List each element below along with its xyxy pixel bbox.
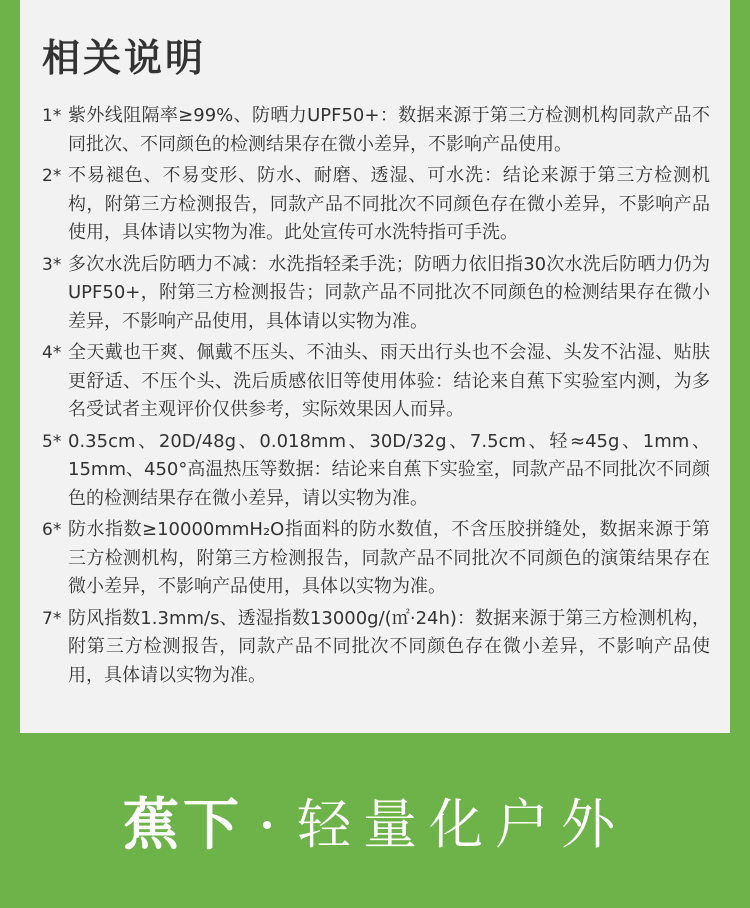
notes-list: [42, 102, 710, 693]
note-item: [42, 516, 710, 602]
note-text: 不易褪色、不易变形、防水、耐磨、透湿、可水洗：结论来源于第三方检测机构，附第三方检测报告，同款产品不同批次不同颜色存在微小差异，不影响产品使用，具体请以实物为准。此处宣传可水洗特指可手洗。: [68, 165, 710, 243]
note-number: 2*: [42, 166, 62, 186]
note-text: 0.35cm、20D/48g、0.018mm、30D/32g、7.5cm、轻≈45g、1mm、15mm、450°高温热压等数据：结论来自蕉下实验室，同款产品不同批次不同颜色的检测结果存在微小差异，请以实物为准。: [68, 430, 710, 509]
note-text: 多次水洗后防晒力不减：水洗指轻柔手洗；防晒力依旧指30次水洗后防晒力仍为UPF50+，附第三方检测报告；同款产品不同批次不同颜色的检测结果存在微小差异，不影响产品使用，具体请以实物为准。: [68, 253, 710, 332]
note-number: 7*: [42, 608, 62, 629]
note-item: [42, 428, 710, 514]
note-text: 防风指数1.3mm/s、透湿指数13000g/(㎡·24h)：数据来源于第三方检测机构，附第三方检测报告，同款产品不同批次不同颜色存在微小差异，不影响产品使用，具体请以实物为准。: [68, 607, 710, 686]
note-text: 全天戴也干爽、佩戴不压头、不油头、雨天出行头也不会湿、头发不沾湿、贴肤更舒适、不压个头、洗后质感依旧等使用体验：结论来自蕉下实验室内测，为多名受试者主观评价仅供参考，实际效果因人而异。: [68, 342, 710, 420]
note-text: 紫外线阻隔率≥99%、防晒力UPF50+：数据来源于第三方检测机构同款产品不同批次、不同颜色的检测结果存在微小差异，不影响产品使用。: [68, 105, 710, 155]
note-number: 4*: [42, 343, 62, 363]
brand-slogan: 轻量化户外: [297, 793, 627, 856]
footer-banner: [0, 733, 750, 908]
separator-dot: [263, 821, 271, 829]
notes-panel: [20, 0, 730, 733]
note-item: [42, 251, 710, 337]
note-item: [42, 162, 710, 248]
note-item: [42, 102, 710, 159]
note-number: 5*: [42, 431, 62, 452]
page-title: 相关说明: [42, 36, 207, 80]
note-item: [42, 605, 710, 691]
note-number: 6*: [42, 520, 62, 540]
note-text: 防水指数≥10000mmH₂O指面料的防水数值，不含压胶拼缝处，数据来源于第三方检测机构，附第三方检测报告，同款产品不同批次不同颜色的演策结果存在微小差异，不影响产品使用，具体以实物为准。: [68, 519, 710, 597]
note-number: 3*: [42, 254, 62, 275]
note-item: [42, 339, 710, 425]
brand-name: 蕉下: [123, 792, 243, 858]
note-number: 1*: [42, 106, 62, 126]
